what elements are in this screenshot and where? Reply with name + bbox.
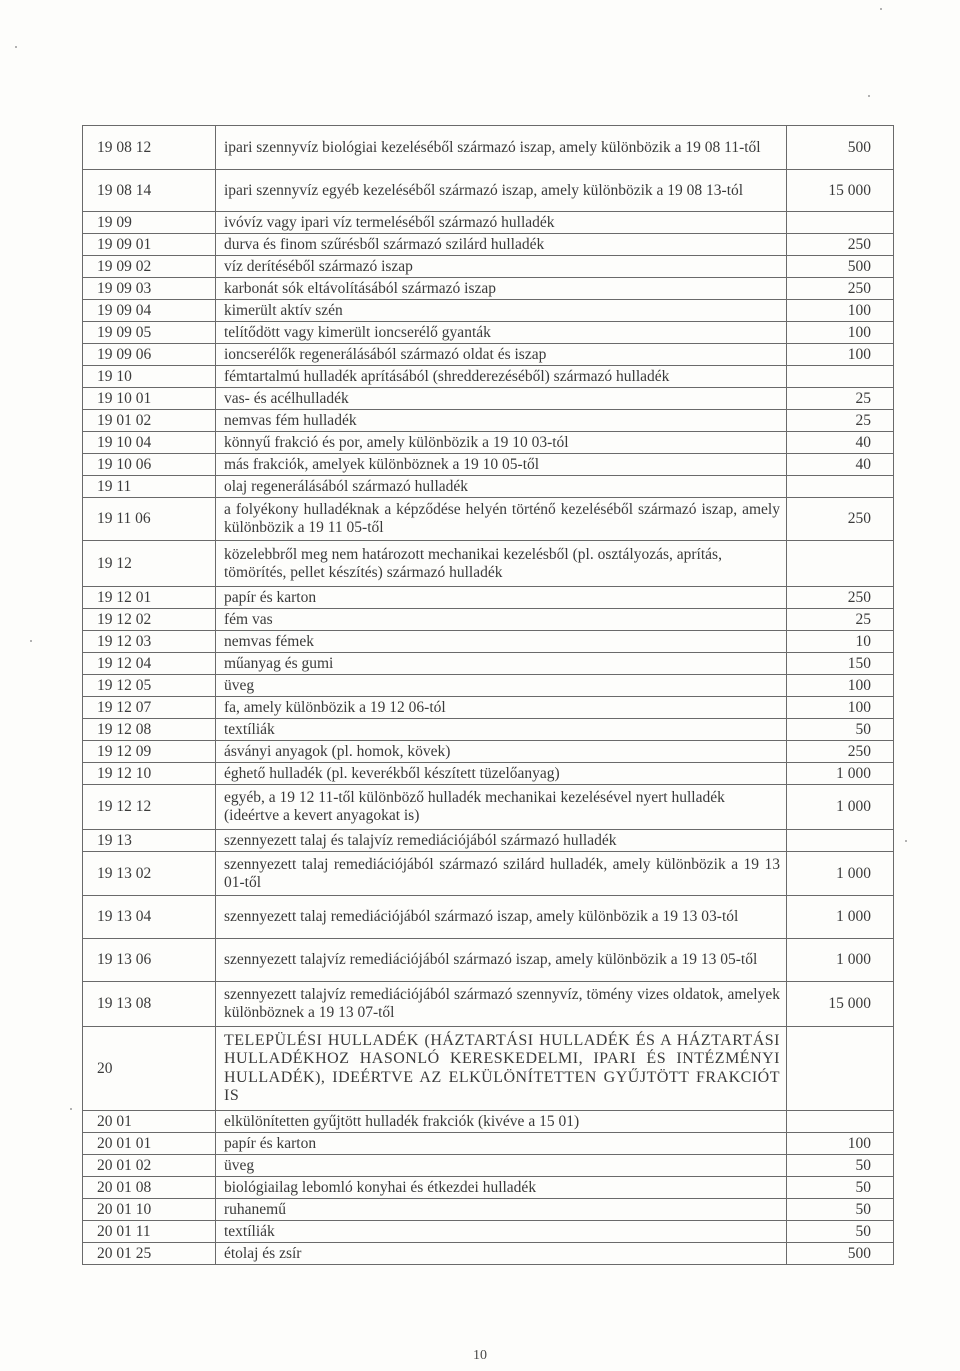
- table-row: [83, 939, 894, 982]
- table-row: [83, 609, 894, 631]
- quantity-cell: 500: [787, 256, 894, 278]
- quantity-cell: 1 000: [787, 939, 894, 982]
- waste-description-cell: ruhanemű: [216, 1199, 787, 1221]
- waste-code-cell: 19 08 14: [83, 170, 216, 212]
- table-row: [83, 126, 894, 170]
- waste-description-cell: papír és karton: [216, 1133, 787, 1155]
- waste-code-cell: 19 01 02: [83, 410, 216, 432]
- waste-code-cell: 19 09 06: [83, 344, 216, 366]
- quantity-cell: 1 000: [787, 785, 894, 830]
- waste-code-cell: 19 09 04: [83, 300, 216, 322]
- quantity-cell: 100: [787, 322, 894, 344]
- waste-description-cell: olaj regenerálásából származó hulladék: [216, 476, 787, 498]
- table-row: [83, 388, 894, 410]
- quantity-cell: 25: [787, 388, 894, 410]
- waste-description-cell: étolaj és zsír: [216, 1243, 787, 1265]
- waste-description-cell: ioncserélők regenerálásából származó oldat és iszap: [216, 344, 787, 366]
- waste-description-cell: ivóvíz vagy ipari víz termeléséből származó hulladék: [216, 212, 787, 234]
- waste-code-cell: 19 12 07: [83, 697, 216, 719]
- table-row: [83, 256, 894, 278]
- quantity-cell: 15 000: [787, 170, 894, 212]
- waste-code-cell: 19 13 04: [83, 896, 216, 939]
- waste-code-cell: 19 12 08: [83, 719, 216, 741]
- quantity-cell: 50: [787, 1199, 894, 1221]
- waste-code-cell: 19 09 05: [83, 322, 216, 344]
- quantity-cell: 40: [787, 454, 894, 476]
- table-row: [83, 830, 894, 852]
- quantity-cell: 50: [787, 1221, 894, 1243]
- waste-description-cell: fémtartalmú hulladék aprításából (shredderezéséből) származó hulladék: [216, 366, 787, 388]
- waste-code-cell: 19 13: [83, 830, 216, 852]
- quantity-cell: 100: [787, 1133, 894, 1155]
- scan-speck: [70, 1108, 72, 1110]
- table-row: [83, 587, 894, 609]
- quantity-cell: 25: [787, 609, 894, 631]
- waste-description-cell: textíliák: [216, 719, 787, 741]
- table-row: [83, 653, 894, 675]
- waste-code-cell: 19 10 01: [83, 388, 216, 410]
- quantity-cell: [787, 541, 894, 587]
- table-row: [83, 1027, 894, 1111]
- quantity-cell: 500: [787, 126, 894, 170]
- table-row: [83, 675, 894, 697]
- waste-code-table: [82, 125, 894, 1265]
- waste-description-cell: könnyű frakció és por, amely különbözik a 19 10 03-tól: [216, 432, 787, 454]
- waste-code-cell: 19 13 08: [83, 982, 216, 1027]
- waste-code-cell: 19 10 06: [83, 454, 216, 476]
- quantity-cell: 25: [787, 410, 894, 432]
- waste-code-cell: 19 12 10: [83, 763, 216, 785]
- waste-code-cell: 19 11: [83, 476, 216, 498]
- table-row: [83, 366, 894, 388]
- waste-code-cell: 19 11 06: [83, 498, 216, 541]
- table-row: [83, 697, 894, 719]
- waste-code-cell: 19 12 03: [83, 631, 216, 653]
- scan-speck: [868, 95, 870, 97]
- waste-description-cell: üveg: [216, 1155, 787, 1177]
- waste-description-cell: textíliák: [216, 1221, 787, 1243]
- waste-code-cell: 19 12 02: [83, 609, 216, 631]
- quantity-cell: 100: [787, 675, 894, 697]
- waste-description-cell: fa, amely különbözik a 19 12 06-tól: [216, 697, 787, 719]
- quantity-cell: 50: [787, 719, 894, 741]
- waste-description-cell: szennyezett talajvíz remediációjából származó iszap, amely különbözik a 19 13 05-től: [216, 939, 787, 982]
- quantity-cell: [787, 476, 894, 498]
- table-row: [83, 741, 894, 763]
- quantity-cell: 1 000: [787, 852, 894, 896]
- waste-description-cell: szennyezett talaj remediációjából származó szilárd hulladék, amely különbözik a 19 13 01-től: [216, 852, 787, 896]
- waste-code-cell: 20 01 01: [83, 1133, 216, 1155]
- waste-description-cell: vas- és acélhulladék: [216, 388, 787, 410]
- table-row: [83, 170, 894, 212]
- table-row: [83, 719, 894, 741]
- table-row: [83, 322, 894, 344]
- waste-code-cell: 19 12 12: [83, 785, 216, 830]
- table-row: [83, 432, 894, 454]
- table-row: [83, 1199, 894, 1221]
- waste-description-cell: műanyag és gumi: [216, 653, 787, 675]
- waste-code-cell: 20 01 25: [83, 1243, 216, 1265]
- waste-description-cell: TELEPÜLÉSI HULLADÉK (HÁZTARTÁSI HULLADÉK ÉS A HÁZTARTÁSI HULLADÉKHOZ HASONLÓ KERESKEDELMI, IPARI ÉS INTÉZMÉNYI HULLADÉK), IDEÉRTVE AZ ELKÜLÖNÍTETTEN GYŰJTÖTT FRAKCIÓT IS: [216, 1027, 787, 1111]
- table-row: [83, 278, 894, 300]
- waste-description-cell: nemvas fém hulladék: [216, 410, 787, 432]
- table-row: [83, 785, 894, 830]
- table-row: [83, 1243, 894, 1265]
- quantity-cell: 40: [787, 432, 894, 454]
- quantity-cell: [787, 830, 894, 852]
- waste-code-cell: 19 09 03: [83, 278, 216, 300]
- table-row: [83, 1177, 894, 1199]
- waste-description-cell: papír és karton: [216, 587, 787, 609]
- waste-code-cell: 19 12 01: [83, 587, 216, 609]
- table-row: [83, 852, 894, 896]
- quantity-cell: 250: [787, 234, 894, 256]
- quantity-cell: 1 000: [787, 763, 894, 785]
- waste-description-cell: szennyezett talaj remediációjából származó iszap, amely különbözik a 19 13 03-tól: [216, 896, 787, 939]
- quantity-cell: [787, 212, 894, 234]
- waste-code-cell: 20: [83, 1027, 216, 1111]
- waste-description-cell: víz derítéséből származó iszap: [216, 256, 787, 278]
- waste-description-cell: telítődött vagy kimerült ioncserélő gyanták: [216, 322, 787, 344]
- waste-code-cell: 19 12 09: [83, 741, 216, 763]
- table-row: [83, 300, 894, 322]
- waste-description-cell: a folyékony hulladéknak a képződése helyén történő kezeléséből származó iszap, amely különbözik a 19 11 05-től: [216, 498, 787, 541]
- table-row: [83, 1155, 894, 1177]
- waste-code-cell: 19 13 02: [83, 852, 216, 896]
- table-row: [83, 982, 894, 1027]
- waste-code-cell: 19 09: [83, 212, 216, 234]
- quantity-cell: [787, 366, 894, 388]
- waste-description-cell: fém vas: [216, 609, 787, 631]
- quantity-cell: [787, 1111, 894, 1133]
- table-row: [83, 212, 894, 234]
- quantity-cell: 15 000: [787, 982, 894, 1027]
- quantity-cell: 150: [787, 653, 894, 675]
- table-row: [83, 1111, 894, 1133]
- waste-code-cell: 19 12 05: [83, 675, 216, 697]
- waste-description-cell: egyéb, a 19 12 11-től különböző hulladék mechanikai kezelésével nyert hulladék (ideértve a kevert anyagokat is): [216, 785, 787, 830]
- table-row: [83, 476, 894, 498]
- waste-description-cell: nemvas fémek: [216, 631, 787, 653]
- quantity-cell: [787, 1027, 894, 1111]
- table-row: [83, 1221, 894, 1243]
- waste-code-cell: 20 01 08: [83, 1177, 216, 1199]
- table-row: [83, 454, 894, 476]
- table-row: [83, 410, 894, 432]
- quantity-cell: 100: [787, 344, 894, 366]
- table-row: [83, 498, 894, 541]
- waste-description-cell: durva és finom szűrésből származó szilárd hulladék: [216, 234, 787, 256]
- quantity-cell: 250: [787, 587, 894, 609]
- quantity-cell: 100: [787, 300, 894, 322]
- waste-description-cell: más frakciók, amelyek különböznek a 19 10 05-től: [216, 454, 787, 476]
- waste-description-cell: szennyezett talaj és talajvíz remediációjából származó hulladék: [216, 830, 787, 852]
- quantity-cell: 250: [787, 741, 894, 763]
- waste-code-cell: 19 12 04: [83, 653, 216, 675]
- scan-speck: [905, 840, 907, 842]
- waste-code-cell: 20 01 11: [83, 1221, 216, 1243]
- waste-description-cell: ásványi anyagok (pl. homok, kövek): [216, 741, 787, 763]
- table-row: [83, 541, 894, 587]
- quantity-cell: 50: [787, 1155, 894, 1177]
- waste-description-cell: üveg: [216, 675, 787, 697]
- waste-description-cell: biológiailag lebomló konyhai és étkezdei hulladék: [216, 1177, 787, 1199]
- waste-code-table-body: [83, 126, 894, 1265]
- quantity-cell: 1 000: [787, 896, 894, 939]
- waste-code-cell: 19 10 04: [83, 432, 216, 454]
- table-row: [83, 1133, 894, 1155]
- waste-code-cell: 19 09 01: [83, 234, 216, 256]
- table-row: [83, 896, 894, 939]
- quantity-cell: 50: [787, 1177, 894, 1199]
- quantity-cell: 10: [787, 631, 894, 653]
- waste-description-cell: karbonát sók eltávolításából származó iszap: [216, 278, 787, 300]
- waste-code-cell: 20 01 10: [83, 1199, 216, 1221]
- quantity-cell: 100: [787, 697, 894, 719]
- waste-code-cell: 19 09 02: [83, 256, 216, 278]
- waste-code-cell: 20 01: [83, 1111, 216, 1133]
- waste-code-cell: 19 13 06: [83, 939, 216, 982]
- scan-speck: [30, 640, 32, 642]
- waste-description-cell: elkülönítetten gyűjtött hulladék frakciók (kivéve a 15 01): [216, 1111, 787, 1133]
- waste-description-cell: közelebbről meg nem határozott mechanikai kezelésből (pl. osztályozás, aprítás, tömörítés, pellet készítés) származó hulladék: [216, 541, 787, 587]
- table-row: [83, 344, 894, 366]
- scan-speck: [15, 46, 17, 48]
- waste-code-cell: 19 08 12: [83, 126, 216, 170]
- page-number: 10: [473, 1348, 487, 1363]
- quantity-cell: 250: [787, 278, 894, 300]
- waste-description-cell: szennyezett talajvíz remediációjából származó szennyvíz, tömény vizes oldatok, amelyek különböznek a 19 13 07-től: [216, 982, 787, 1027]
- scan-speck: [880, 8, 882, 10]
- table-row: [83, 234, 894, 256]
- quantity-cell: 500: [787, 1243, 894, 1265]
- table-row: [83, 763, 894, 785]
- waste-description-cell: ipari szennyvíz biológiai kezeléséből származó iszap, amely különbözik a 19 08 11-től: [216, 126, 787, 170]
- waste-description-cell: ipari szennyvíz egyéb kezeléséből származó iszap, amely különbözik a 19 08 13-tól: [216, 170, 787, 212]
- table-row: [83, 631, 894, 653]
- waste-code-cell: 20 01 02: [83, 1155, 216, 1177]
- waste-description-cell: éghető hulladék (pl. keverékből készített tüzelőanyag): [216, 763, 787, 785]
- waste-code-cell: 19 12: [83, 541, 216, 587]
- quantity-cell: 250: [787, 498, 894, 541]
- waste-description-cell: kimerült aktív szén: [216, 300, 787, 322]
- waste-code-cell: 19 10: [83, 366, 216, 388]
